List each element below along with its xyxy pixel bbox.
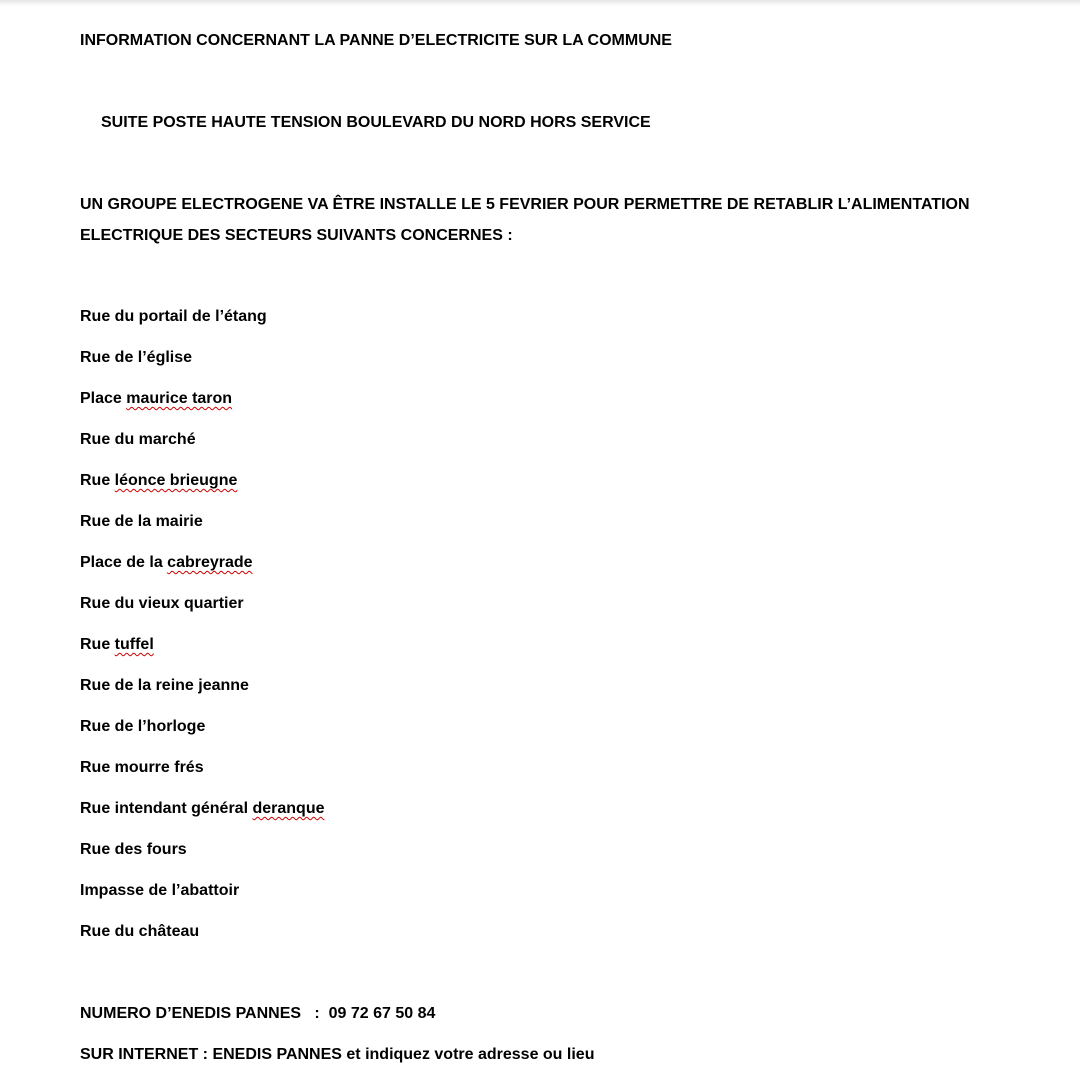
street-item: Rue du château <box>80 923 200 940</box>
announcement-line-2: ELECTRIQUE DES SECTEURS SUIVANTS CONCERNES : <box>80 227 513 244</box>
spellcheck-flagged-word: cabreyrade <box>167 554 253 571</box>
phone-number: 09 72 67 50 84 <box>328 1005 436 1022</box>
street-item <box>80 553 253 573</box>
document-title: INFORMATION CONCERNANT LA PANNE D’ELECTRICITE SUR LA COMMUNE <box>80 32 672 49</box>
street-prefix: Rue <box>80 636 115 653</box>
street-item: Rue du marché <box>80 431 196 448</box>
spellcheck-flagged-word: tuffel <box>114 636 154 653</box>
street-item: Rue de la reine jeanne <box>80 677 249 694</box>
internet-instructions: SUR INTERNET : ENEDIS PANNES et indiquez votre adresse ou lieu <box>80 1046 595 1063</box>
street-item: Rue du portail de l’étang <box>80 308 267 325</box>
street-item: Rue de la mairie <box>80 513 203 530</box>
phone-label: NUMERO D’ENEDIS PANNES : <box>80 1005 320 1022</box>
street-item: Rue des fours <box>80 841 187 858</box>
street-item: Rue du vieux quartier <box>80 595 244 612</box>
street-item <box>80 635 154 655</box>
document-subtitle: SUITE POSTE HAUTE TENSION BOULEVARD DU NORD HORS SERVICE <box>101 114 651 131</box>
street-item <box>80 471 237 491</box>
spellcheck-flagged-word: deranque <box>252 800 325 817</box>
street-prefix: Rue intendant général <box>80 800 253 817</box>
street-item <box>80 389 232 409</box>
street-item: Rue de l’horloge <box>80 718 206 735</box>
street-item <box>80 799 324 819</box>
street-item: Rue de l’église <box>80 349 193 366</box>
street-item: Rue mourre frés <box>80 759 204 776</box>
announcement-line-1: UN GROUPE ELECTROGENE VA ÊTRE INSTALLE LE 5 FEVRIER POUR PERMETTRE DE RETABLIR L’ALIMENTATION <box>80 196 970 213</box>
street-prefix: Place de la <box>80 554 168 571</box>
street-prefix: Place <box>80 390 127 407</box>
page-top-edge <box>0 0 1080 6</box>
enedis-phone-line <box>80 1004 435 1024</box>
street-item: Impasse de l’abattoir <box>80 882 240 899</box>
spellcheck-flagged-word: léonce brieugne <box>114 472 238 489</box>
spellcheck-flagged-word: maurice taron <box>126 390 233 407</box>
street-prefix: Rue <box>80 472 115 489</box>
